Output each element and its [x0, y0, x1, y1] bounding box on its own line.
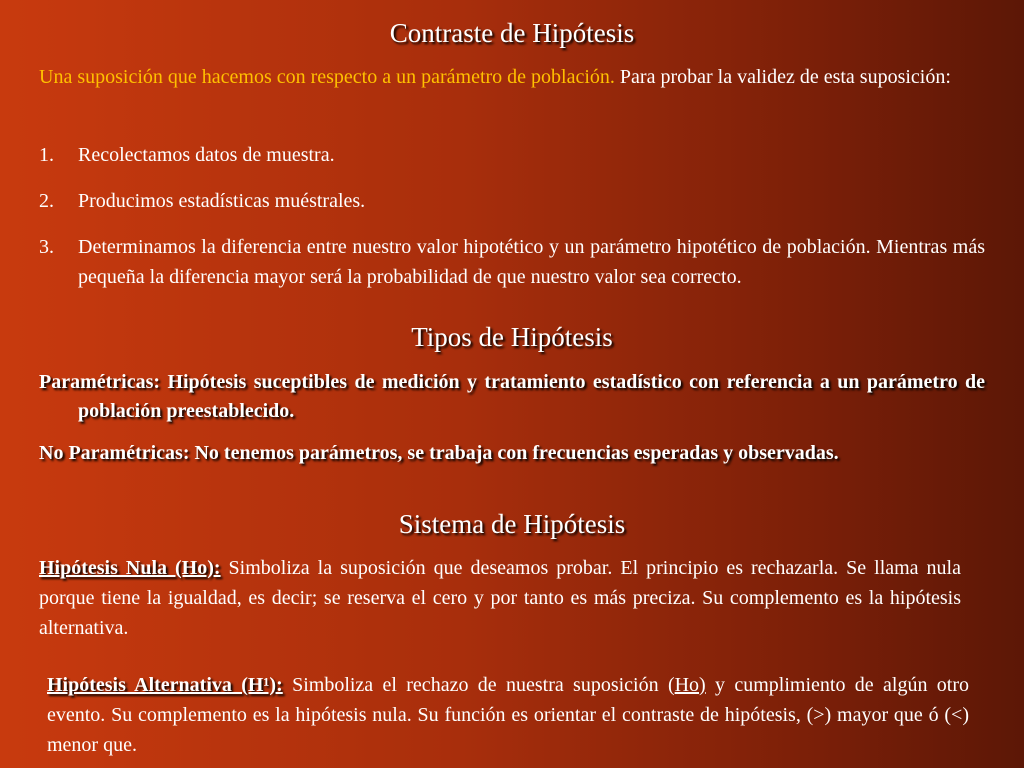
alt-hypothesis-text-end: y cumplimiento de algún otro evento. Su complemento es la hipótesis nula. Su función es orientar el contraste de hipótesis, (>) mayor que ó (<) menor que.	[47, 674, 969, 756]
list-item-text: Producimos estadísticas muéstrales.	[78, 190, 366, 212]
list-item-number: 1.	[39, 144, 54, 166]
parametric-definition: Paramétricas: Hipótesis suceptibles de medición y tratamiento estadístico con referencia a un parámetro de población preestablecido.	[39, 371, 985, 422]
list-item-text: Recolectamos datos de muestra.	[78, 144, 335, 166]
list-item-number: 3.	[39, 236, 54, 258]
intro-continuation: Para probar la validez de esta suposición:	[614, 66, 951, 88]
list-item-number: 2.	[39, 190, 54, 212]
intro-paragraph	[39, 62, 985, 92]
section-title-sistema: Sistema de Hipótesis	[398, 509, 626, 539]
alt-hypothesis-paragraph	[47, 670, 969, 760]
section-title-tipos: Tipos de Hipótesis	[411, 322, 613, 352]
null-hypothesis-label: Hipótesis Nula (Ho):	[39, 557, 221, 579]
alt-hypothesis-label: Hipótesis Alternativa (H¹):	[47, 674, 283, 696]
nonparametric-definition: No Paramétricas: No tenemos parámetros, se trabaja con frecuencias esperadas y observadas.	[39, 442, 839, 464]
list-item	[39, 232, 985, 292]
null-hypothesis-paragraph	[39, 553, 961, 643]
list-item-text: Determinamos la diferencia entre nuestro valor hipotético y un parámetro hipotético de población. Mientras más pequeña la diferencia mayor será la probabilidad de que nuestro valor sea correcto.	[78, 236, 985, 288]
null-hypothesis-text: Simboliza la suposición que deseamos probar. El principio es rechazarla. Se llama nula porque tiene la igualdad, es decir; se reserva el cero y por tanto es más preciza. Su complemento es la hipótesis alternativa.	[39, 557, 961, 639]
alt-hypothesis-text-start: Simboliza el rechazo de nuestra suposición (	[282, 674, 675, 696]
list-item	[39, 186, 985, 216]
alt-hypothesis-ho-ref: Ho)	[674, 674, 706, 696]
intro-definition: Una suposición que hacemos con respecto a un parámetro de población.	[39, 66, 615, 88]
list-item	[39, 140, 985, 170]
section-title-contraste: Contraste de Hipótesis	[389, 18, 635, 48]
